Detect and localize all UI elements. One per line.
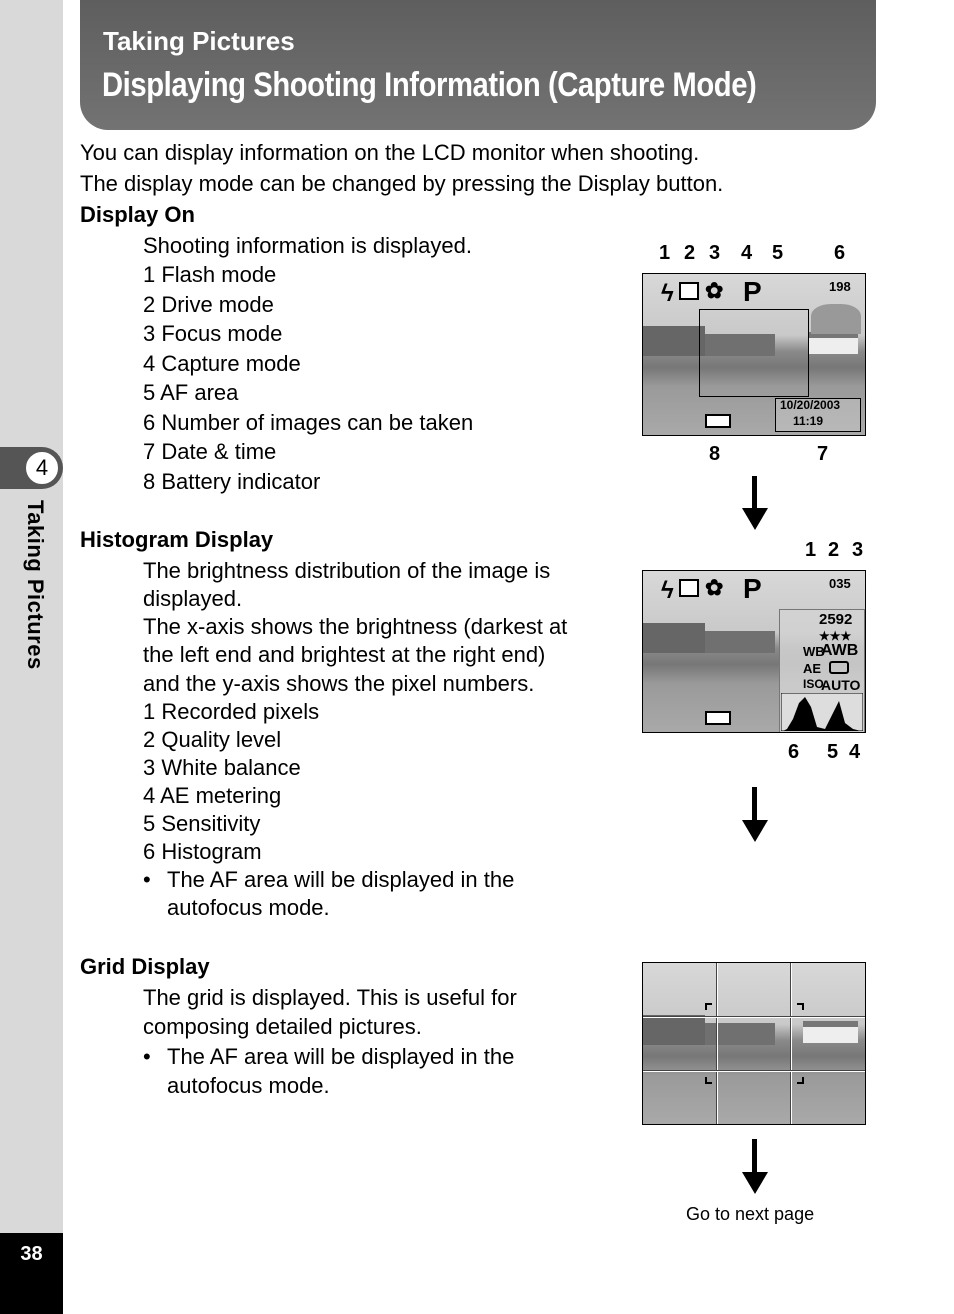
af-corner: [705, 1003, 712, 1010]
display-on-item: 1 Flash mode: [143, 262, 277, 287]
display-on-item: 6 Number of images can be taken: [143, 410, 474, 435]
lcd-screen-grid: [642, 962, 866, 1125]
bullet: •: [143, 867, 151, 892]
histogram-desc-line: displayed.: [143, 586, 243, 611]
display-on-item: 7 Date & time: [143, 439, 277, 464]
af-corner: [797, 1077, 804, 1084]
af-area-frame: [699, 309, 809, 397]
arrow-shaft: [752, 1139, 757, 1173]
section-subtitle: Taking Pictures: [103, 26, 295, 56]
callout-number: 5: [827, 741, 839, 763]
histogram-desc-line: the left end and brightest at the right end): [143, 642, 546, 667]
grid-line-vertical: [790, 963, 792, 1125]
callout-number: 4: [849, 741, 861, 763]
callout-number: 5: [772, 242, 784, 264]
intro-line-1: You can display information on the LCD monitor when shooting.: [80, 140, 700, 165]
histogram-item: 2 Quality level: [143, 727, 282, 752]
callout-number: 3: [709, 242, 721, 264]
wb-value: AWB: [821, 642, 859, 659]
grid-line-horizontal: [643, 1016, 866, 1018]
grid-line-vertical: [716, 963, 718, 1125]
grid-note-line: The AF area will be displayed in the: [167, 1044, 515, 1069]
drive-icon: [679, 282, 699, 300]
histogram-desc-line: and the y-axis shows the pixel numbers.: [143, 671, 535, 696]
histogram-desc-line: The x-axis shows the brightness (darkest at: [143, 614, 568, 639]
display-on-item: 8 Battery indicator: [143, 469, 321, 494]
arrow-shaft: [752, 787, 757, 821]
page-number: 38: [20, 1243, 43, 1265]
display-on-heading: Display On: [80, 202, 195, 227]
histogram-item: 5 Sensitivity: [143, 811, 261, 836]
callout-number: 4: [741, 242, 753, 264]
remaining-shots: 198: [829, 279, 851, 294]
histogram-item: 3 White balance: [143, 755, 301, 780]
chapter-title-vertical: Taking Pictures: [23, 500, 48, 670]
chapter-number: 4: [24, 450, 60, 486]
callout-number: 6: [834, 242, 846, 264]
callout-number: 2: [828, 539, 840, 561]
focus-macro-icon: ✿: [705, 575, 724, 600]
time-text: 11:19: [793, 414, 824, 428]
header-band: [80, 0, 876, 130]
callout-number: 8: [709, 443, 721, 465]
callout-number: 7: [817, 443, 829, 465]
grid-line-horizontal: [643, 1070, 866, 1072]
callout-number: 1: [805, 539, 817, 561]
af-corner: [705, 1077, 712, 1084]
go-to-next-page: Go to next page: [686, 1204, 815, 1224]
date-text: 10/20/2003: [780, 398, 841, 412]
focus-macro-icon: ✿: [705, 278, 724, 303]
capture-mode-p: P: [743, 573, 762, 604]
iso-value: AUTO: [821, 677, 861, 693]
histogram-desc-line: The brightness distribution of the image is: [143, 558, 551, 583]
af-corner: [797, 1003, 804, 1010]
display-on-description: Shooting information is displayed.: [143, 233, 472, 258]
battery-icon: [705, 414, 731, 428]
bullet: •: [143, 1044, 151, 1069]
display-on-item: 5 AF area: [143, 380, 239, 405]
wb-label: WB: [803, 644, 825, 659]
recorded-pixels: 2592: [819, 611, 853, 628]
ae-label: AE: [803, 661, 822, 676]
grid-note-line: autofocus mode.: [167, 1073, 330, 1098]
display-on-item: 4 Capture mode: [143, 351, 301, 376]
iso-label: ISO: [803, 677, 824, 691]
drive-icon: [679, 579, 699, 597]
grid-desc-line: composing detailed pictures.: [143, 1014, 422, 1039]
grid-desc-line: The grid is displayed. This is useful for: [143, 985, 517, 1010]
histogram-item: 6 Histogram: [143, 839, 262, 864]
callout-number: 2: [684, 242, 696, 264]
display-on-item: 2 Drive mode: [143, 292, 274, 317]
ae-metering-icon: [829, 661, 849, 674]
capture-mode-p: P: [743, 276, 762, 307]
callout-number: 6: [788, 741, 800, 763]
arrow-shaft: [752, 476, 757, 510]
flash-icon: ϟ: [661, 280, 674, 307]
display-on-item: 3 Focus mode: [143, 321, 283, 346]
callout-number: 1: [659, 242, 671, 264]
histogram-note-line: autofocus mode.: [167, 895, 330, 920]
flash-icon: ϟ: [661, 577, 674, 604]
histogram-note-line: The AF area will be displayed in the: [167, 867, 515, 892]
histogram-heading: Histogram Display: [80, 527, 274, 552]
arrow-down-icon: [742, 820, 768, 842]
battery-icon: [705, 711, 731, 725]
remaining-shots: 035: [829, 576, 851, 591]
arrow-down-icon: [742, 508, 768, 530]
quality-stars: ★★★: [819, 629, 852, 643]
histogram-item: 4 AE metering: [143, 783, 282, 808]
arrow-down-icon: [742, 1172, 768, 1194]
lcd-screen-display-on: [642, 273, 866, 436]
callout-number: 3: [852, 539, 864, 561]
grid-heading: Grid Display: [80, 954, 210, 979]
page-title: Displaying Shooting Information (Capture Mode): [102, 66, 757, 104]
histogram-item: 1 Recorded pixels: [143, 699, 320, 724]
lcd-screen-histogram: [642, 570, 866, 733]
histogram-graph: [781, 693, 863, 731]
intro-line-2: The display mode can be changed by pressing the Display button.: [80, 171, 724, 196]
